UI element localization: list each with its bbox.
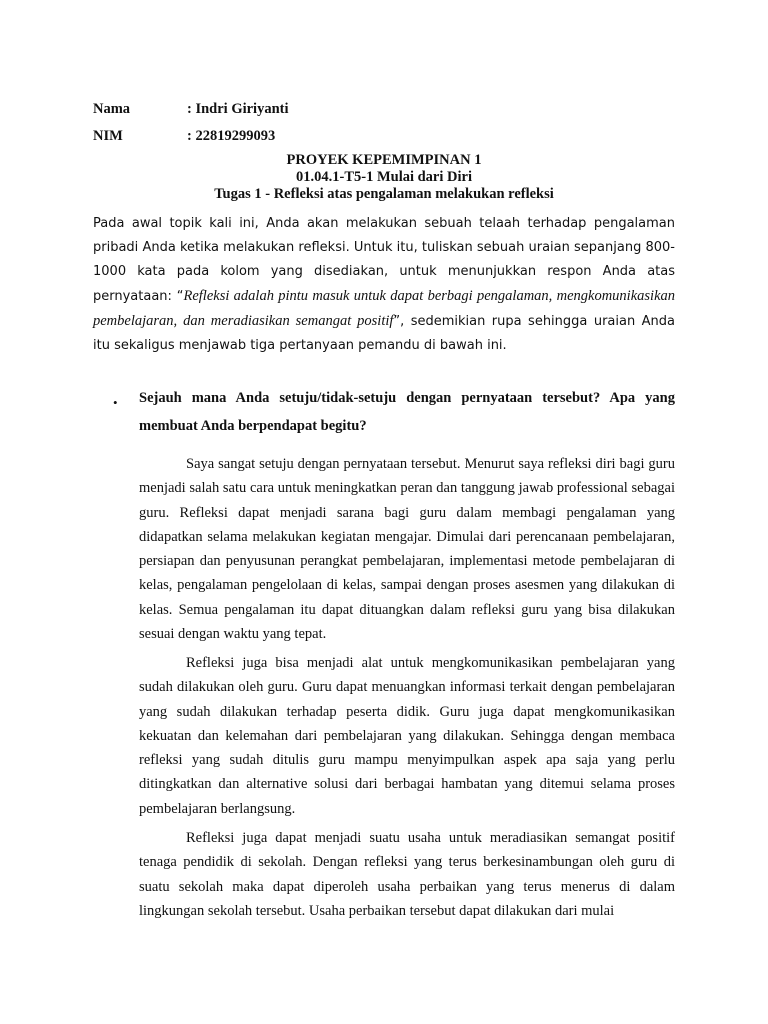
bullet-marker: • bbox=[113, 395, 118, 410]
answer-paragraph-2: Refleksi juga bisa menjadi alat untuk mengkomunikasikan pembelajaran yang sudah dilakukan oleh guru. Guru dapat menuangkan informasi terkait dengan pembelajaran yang sudah dilakukan terhadap peserta didik. Guru juga dapat mengkomunikasikan kekuatan dan kelemahan dari pembelajaran yang dilakukan. Sehingga dengan membaca refleksi yang sudah ditulis guru mampu menyimpulkan aspek apa saja yang perlu ditingkatkan dan alternative solusi dari berbagai hambatan yang ditemui selama proses pembelajaran berlangsung. bbox=[139, 655, 675, 817]
name-label: Nama bbox=[93, 101, 131, 117]
answer-paragraph-1: Saya sangat setuju dengan pernyataan tersebut. Menurut saya refleksi diri bagi guru menjadi salah satu cara untuk meningkatkan peran dan tanggung jawab professional sebagai guru. Refleksi dapat menjadi sarana bagi guru dalam membagi pengalaman yang didapatkan selama melakukan kegiatan mengajar. Dimulai dari perencanaan pembelajaran, persiapan dan penyusunan perangkat pembelajaran, implementasi metode pembelajaran di kelas, pengalaman pengelolaan di kelas, sampai dengan proses asesmen yang dilakukan di kelas. Semua pengalaman itu dapat dituangkan dalam refleksi guru yang bisa dilakukan sesuai dengan waktu yang tepat. bbox=[139, 456, 675, 643]
guiding-question: Sejauh mana Anda setuju/tidak-setuju dengan pernyataan tersebut? Apa yang membuat Anda berpendapat begitu? bbox=[139, 390, 675, 434]
nim-value: : 22819299093 bbox=[187, 128, 276, 144]
intro-quote: Refleksi adalah pintu masuk untuk dapat berbagi pengalaman, mengkomunikasikan pembelajaran, dan meradiasikan semangat positif bbox=[93, 288, 676, 329]
intro-text-after: ”, sedemikian rupa sehingga uraian Anda itu sekaligus menjawab tiga pertanyaan pemandu di bawah ini. bbox=[93, 314, 675, 353]
document-task: Tugas 1 - Refleksi atas pengalaman melakukan refleksi bbox=[214, 186, 554, 202]
document-code: 01.04.1-T5-1 Mulai dari Diri bbox=[295, 169, 472, 185]
intro-text-before: Pada awal topik kali ini, Anda akan melakukan sebuah telaah terhadap pengalaman pribadi Anda ketika melakukan refleksi. Untuk itu, tuliskan sebuah uraian sepanjang 800-1000 kata pada kolom yang disediakan, untuk menunjukkan respon Anda atas pernyataan: “ bbox=[93, 216, 675, 304]
answer-paragraph-3: Refleksi juga dapat menjadi suatu usaha untuk meradiasikan semangat positif tenaga pendidik di sekolah. Dengan refleksi yang terus berkesinambungan oleh guru di suatu sekolah maka dapat diperoleh usaha perbaikan yang terus menerus di dalam lingkungan sekolah tersebut. Usaha perbaikan tersebut dapat dilakukan dari mulai bbox=[139, 830, 675, 919]
name-value: : Indri Giriyanti bbox=[187, 101, 289, 117]
nim-label: NIM bbox=[93, 128, 123, 144]
intro-paragraph bbox=[93, 212, 675, 358]
document-title: PROYEK KEPEMIMPINAN 1 bbox=[286, 152, 482, 168]
